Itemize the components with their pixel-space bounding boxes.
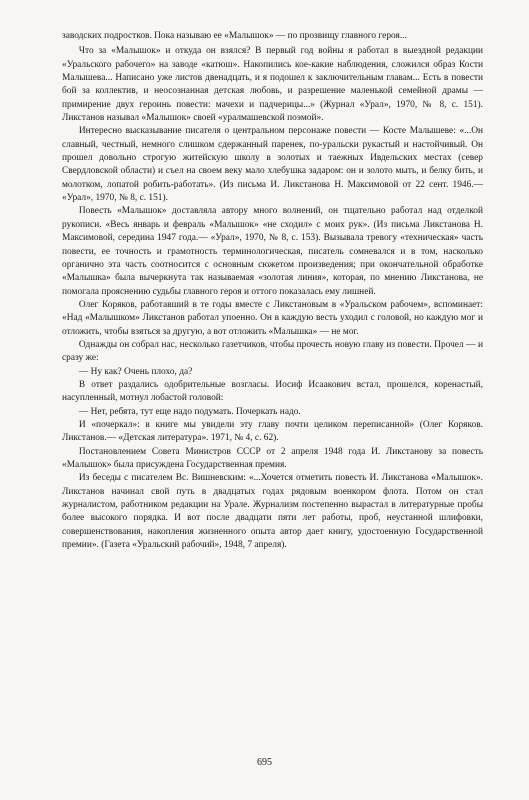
paragraph-11: Постановлением Совета Министров СССР от 2 апреля 1948 года И. Ликстанову за повесть «Малышок» была присуждена Государственная премия. (62, 446, 483, 470)
paragraph-7: — Ну как? Очень плохо, да? (78, 366, 193, 377)
paragraph-1: заводских подростков. Пока называю ее «Малышок» — по прозвищу главного героя... (62, 31, 407, 41)
paragraph-5: Олег Коряков, работавший в те годы вместе с Ликстановым в «Уральском рабочем», вспоминает: «Над «Малышком» Ликстанов работал упоенно. Он в каждую весть уходил с головой, но каждую мог и отложить, чтобы взяться за другую, а вот отложить «Малышка» — не мог. (62, 299, 483, 337)
paragraph-12: Из беседы с писателем Вс. Вишневским: «...Хочется отметить повесть И. Ликстанова «Малышок». Ликстанов начинал свой путь в двадцатых годах рядовым военкором флота. Потом он стал журналистом, работником редакции на Урале. Журнализм постепенно вырастал в литературные пробы более высокого порядка. И вот после двадцати пяти лет работы, проб, неустанной шлифовки, совершенствования, накопления жизненного опыта автор дает книгу, удостоенную Государственной премии». (Газета «Уральский рабочий», 1948, 7 апреля). (62, 473, 483, 551)
paragraph-8: В ответ раздались одобрительные возгласы. Иосиф Исаакович встал, прошелся, коренастый, насупленный, мотнул лобастой головой: (62, 379, 483, 404)
paragraph-4: Повесть «Малышок» доставляла автору много волнений, он тщательно работал над отделкой рукописи. «Весь январь и февраль «Малышок» «не сходил» с моих рук». (Из письма Ликстанова Н. Максимовой, середина 1947 года.— «Урал», 1970, № 8, с. 153). Вызывала тревогу «техническая» часть повести, ее точность и грамотность терминологическая, писатель сомневался и в том, насколько органично эта часть соотносится с основным сюжетом произведения; при окончательной обработке «Малышка» была вычеркнута так называемая «золотая линия», которая, по мнению Ликстанова, не помогала прояснению судьбы главного героя и оттого показалась ему лишней. (62, 206, 483, 297)
paragraph-9: — Нет, ребята, тут еще надо подумать. Почеркать надо. (78, 406, 301, 417)
paragraph-2: Что за «Малышок» и откуда он взялся? В первый год войны я работал в выездной редакции «Уральского рабочего» на заводе «катюш». Накопились кое-какие наблюдения, сложился образ Кости Малышева... Написано уже листов двенадцать, и я подошел к заключительным главам... Есть в повести бой за коллектив, и неосознанная детская любовь, и разрешение маленькой семейной драмы — примирение двух героинь повести: мачехи и падчерицы...» (Журнал «Урал», 1970, № 8, с. 151). Ликстанов называл «Малышок» своей «уралмашевской поэмой». (62, 46, 483, 124)
paragraph-3: Интересно высказывание писателя о центральном персонаже повести — Косте Малышеве: «...Он славный, честный, немного слишком сдержанный паренек, по-уральски рукастый и настойчивый. Он прошел довольно строгую житейскую школу в золотых и таежных Ивдельских местах (север Свердловской области) и съел на своем веку мало хлебушка задаром: он и золото мыть, и белку бить, и молотком, лопатой робить-работать». (Из письма И. Ликстанова Н. Максимовой от 22 сент. 1946.— «Урал», 1970, № 8, с. 151). (62, 126, 483, 204)
page-number: 695 (257, 757, 272, 768)
paragraph-6: Однажды он собрал нас, несколько газетчиков, чтобы прочесть новую главу из повести. Прочел — и сразу же: (62, 339, 483, 364)
paragraph-10: И «почеркал»: в книге мы увидели эту главу почти целиком переписанной» (Олег Коряков. Ликстанов.— «Детская литература». 1971, № 4, с. 62). (62, 419, 483, 444)
